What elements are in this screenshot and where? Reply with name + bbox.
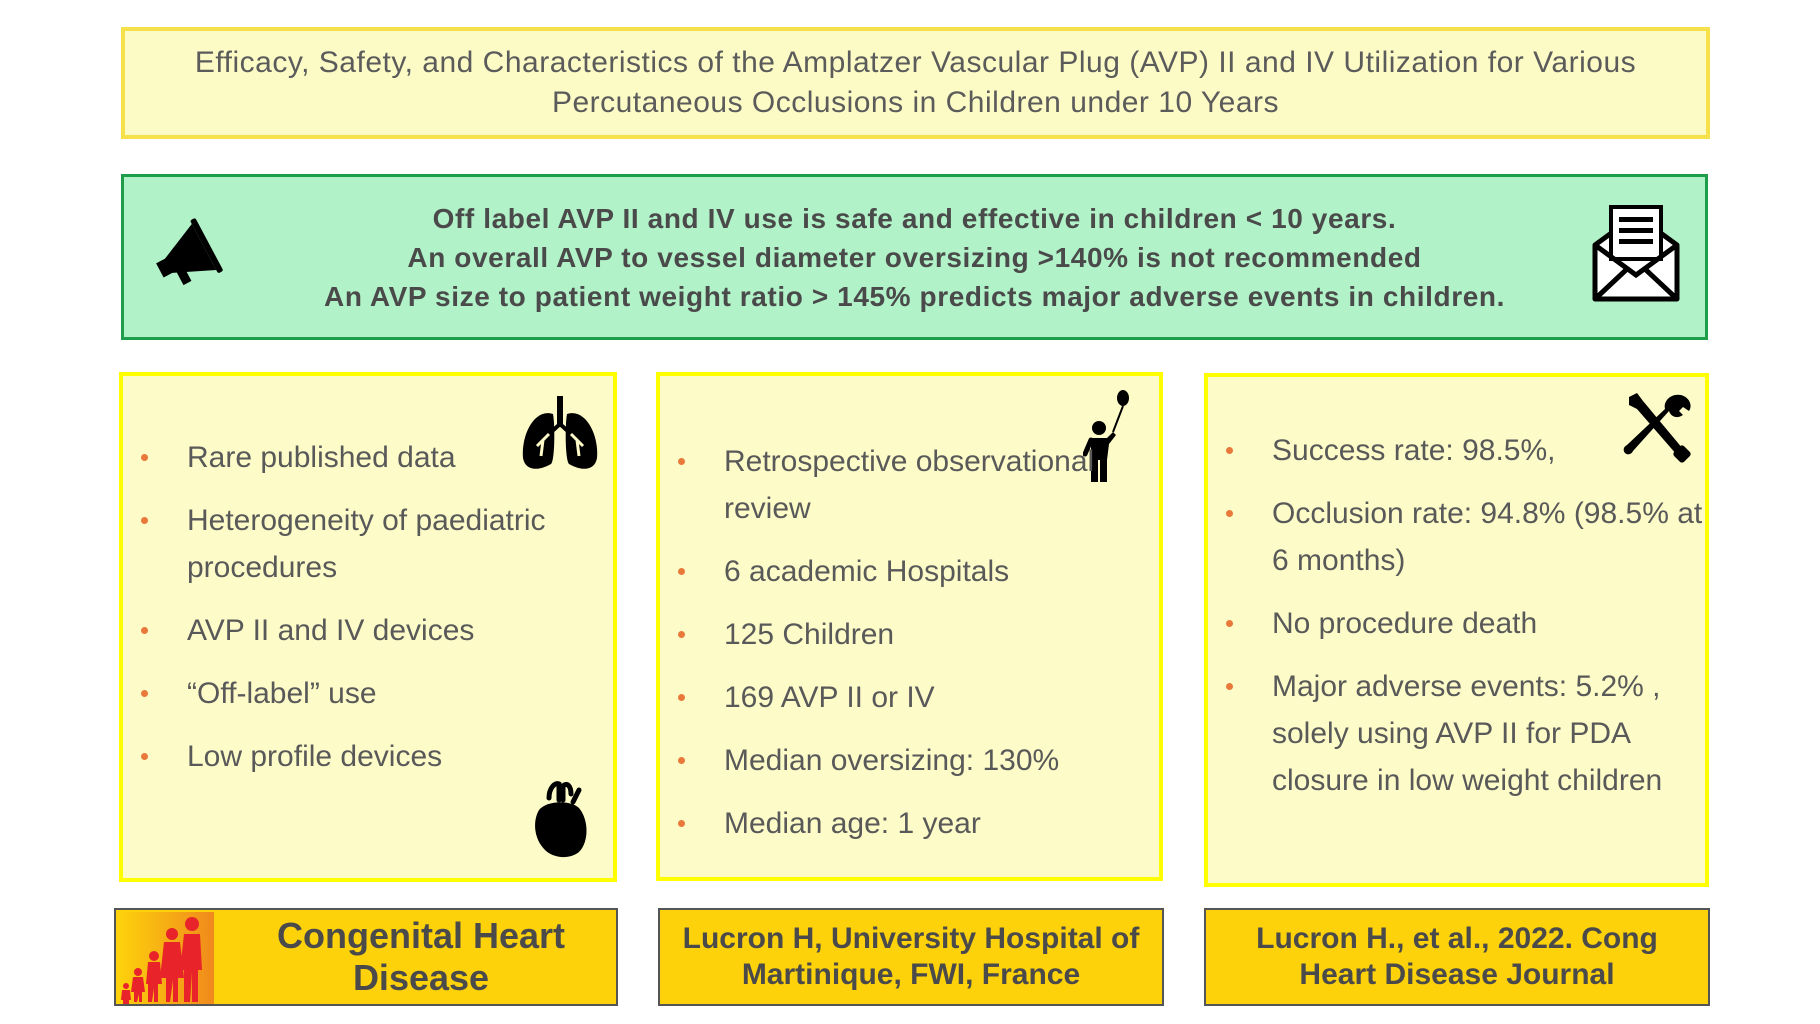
citation-line-2: Heart Disease Journal bbox=[1299, 958, 1615, 991]
results-panel bbox=[1204, 373, 1709, 887]
list-item: Retrospective observational review bbox=[660, 438, 1160, 532]
author-footer bbox=[658, 908, 1164, 1006]
bullet-dot bbox=[678, 694, 685, 701]
title-line-2: Percutaneous Occlusions in Children under 10 Years bbox=[551, 86, 1280, 119]
author-line-1: Lucron H, University Hospital of bbox=[682, 922, 1140, 955]
citation-line-1: Lucron H., et al., 2022. Cong bbox=[1256, 922, 1658, 955]
topic-footer bbox=[114, 908, 618, 1006]
key-message-box bbox=[121, 174, 1708, 340]
list-item: Median oversizing: 130% bbox=[660, 737, 1160, 784]
list-item: Rare published data bbox=[123, 434, 613, 481]
bullet-dot bbox=[678, 458, 685, 465]
bullet-dot bbox=[1226, 447, 1233, 454]
family-icon bbox=[118, 912, 214, 1004]
bullet-dot bbox=[141, 454, 148, 461]
key-message-line-1: Off label AVP II and IV use is safe and effective in children < 10 years. bbox=[432, 202, 1397, 234]
list-item: Low profile devices bbox=[123, 733, 613, 780]
list-item: 169 AVP II or IV bbox=[660, 674, 1160, 721]
background-panel bbox=[119, 372, 617, 882]
bullet-dot bbox=[678, 757, 685, 764]
list-item: Major adverse events: 5.2% , solely using AVP II for PDA closure in low weight children bbox=[1208, 663, 1708, 804]
list-item: No procedure death bbox=[1208, 600, 1708, 647]
key-message-line-3: An AVP size to patient weight ratio > 145% predicts major adverse events in children. bbox=[324, 280, 1505, 312]
key-message-line-2: An overall AVP to vessel diameter oversizing >140% is not recommended bbox=[407, 241, 1422, 273]
topic-line-2: Disease bbox=[352, 957, 490, 998]
list-item: 6 academic Hospitals bbox=[660, 548, 1160, 595]
list-item: Occlusion rate: 94.8% (98.5% at 6 months) bbox=[1208, 490, 1708, 584]
title-line-1: Efficacy, Safety, and Characteristics of the Amplatzer Vascular Plug (AVP) II and IV Utilization for Various bbox=[194, 46, 1637, 79]
author-line-2: Martinique, FWI, France bbox=[741, 958, 1081, 991]
topic-line-1: Congenital Heart bbox=[276, 915, 566, 956]
results-list bbox=[1208, 427, 1708, 820]
bullet-dot bbox=[678, 820, 685, 827]
megaphone-icon bbox=[148, 215, 230, 295]
list-item: Success rate: 98.5%, bbox=[1208, 427, 1708, 474]
bullet-dot bbox=[1226, 620, 1233, 627]
list-item: Heterogeneity of paediatric procedures bbox=[123, 497, 613, 591]
bullet-dot bbox=[141, 753, 148, 760]
list-item: AVP II and IV devices bbox=[123, 607, 613, 654]
bullet-dot bbox=[141, 517, 148, 524]
bullet-dot bbox=[678, 568, 685, 575]
methods-list bbox=[660, 438, 1160, 863]
topic-text bbox=[226, 910, 616, 1004]
bullet-dot bbox=[141, 627, 148, 634]
bullet-dot bbox=[678, 631, 685, 638]
citation-footer bbox=[1204, 908, 1710, 1006]
bullet-dot bbox=[1226, 683, 1233, 690]
title-box bbox=[121, 27, 1710, 139]
list-item: Median age: 1 year bbox=[660, 800, 1160, 847]
list-item: “Off-label” use bbox=[123, 670, 613, 717]
envelope-icon bbox=[1591, 201, 1681, 305]
heart-icon bbox=[529, 780, 591, 860]
bullet-dot bbox=[141, 690, 148, 697]
methods-panel bbox=[656, 372, 1163, 881]
bullet-dot bbox=[1226, 510, 1233, 517]
background-list bbox=[123, 434, 613, 796]
list-item: 125 Children bbox=[660, 611, 1160, 658]
